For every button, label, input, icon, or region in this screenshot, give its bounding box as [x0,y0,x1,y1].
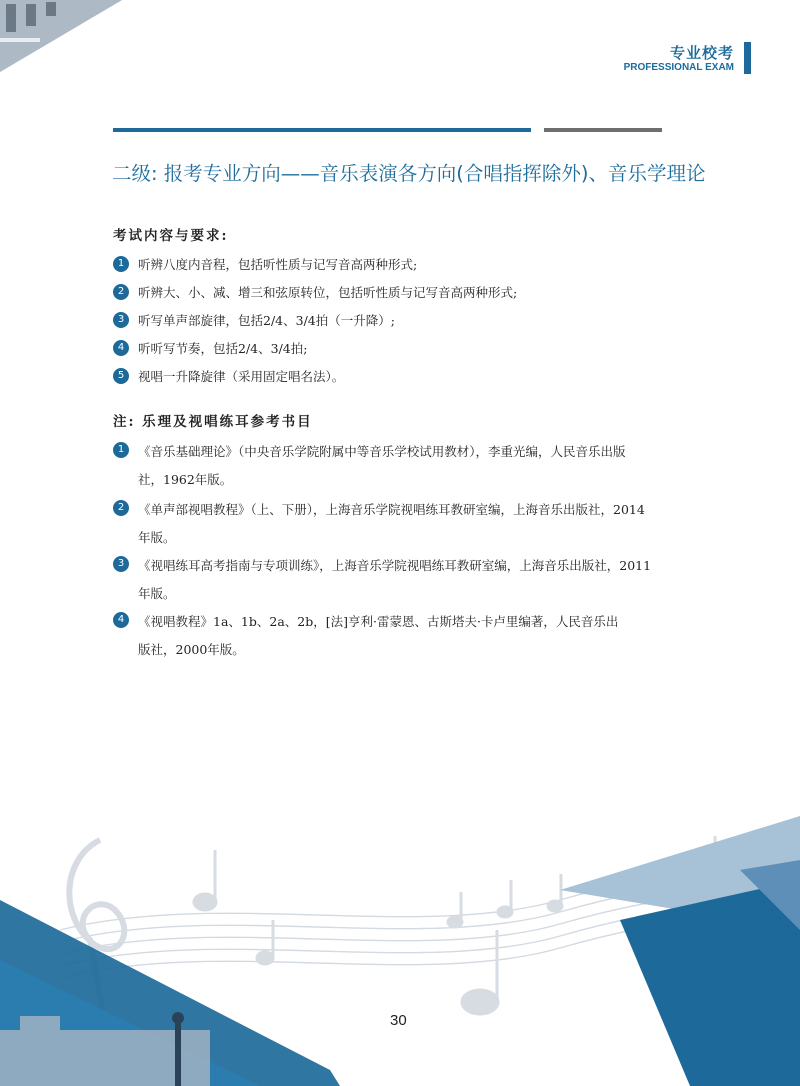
number-badge: 5 [113,368,129,384]
requirement-item [113,364,673,390]
reference-line: 社，1962年版。 [138,472,233,487]
requirement-text: 听写单声部旋律，包括2/4、3/4拍（一升降）; [138,313,395,328]
number-badge: 4 [113,340,129,356]
reference-item [113,496,673,552]
requirements-heading: 考试内容与要求: [113,228,229,244]
page-number: 30 [390,1012,407,1029]
requirement-item [113,280,673,306]
reference-line: 《视唱教程》1a、1b、2a、2b，[法]亨利·雷蒙恩、古斯塔夫·卡卢里编著，人民音乐出 [138,614,619,629]
references-heading: 注: 乐理及视唱练耳参考书目 [113,414,313,430]
requirement-item [113,336,673,362]
requirement-text: 听辨大、小、减、增三和弦原转位，包括听性质与记写音高两种形式; [138,285,518,300]
number-badge: 2 [113,500,129,516]
number-badge: 3 [113,556,129,572]
requirement-text: 视唱一升降旋律（采用固定唱名法）。 [138,369,345,384]
section-title: 二级: 报考专业方向——音乐表演各方向(合唱指挥除外)、音乐学理论 [112,162,706,185]
reference-line: 《单声部视唱教程》（上、下册），上海音乐学院视唱练耳教研室编，上海音乐出版社，2014 [138,502,645,517]
reference-line: 《音乐基础理论》（中央音乐学院附属中等音乐学校试用教材），李重光编，人民音乐出版 [138,444,626,459]
reference-item [113,552,673,608]
reference-item [113,438,673,494]
reference-line: 版社，2000年版。 [138,642,245,657]
header-title-en: PROFESSIONAL EXAM [623,62,734,73]
number-badge: 2 [113,284,129,300]
requirement-item [113,252,673,278]
divider-blue [113,128,531,132]
corner-building-photo [0,0,130,80]
number-badge: 4 [113,612,129,628]
reference-item [113,608,673,664]
number-badge: 1 [113,442,129,458]
number-badge: 3 [113,312,129,328]
reference-line: 年版。 [138,586,176,601]
bottom-music-decoration [0,780,800,1086]
number-badge: 1 [113,256,129,272]
divider-gray [544,128,662,132]
requirement-item [113,308,673,334]
requirement-text: 听辨八度内音程，包括听性质与记写音高两种形式; [138,257,418,272]
reference-line: 《视唱练耳高考指南与专项训练》，上海音乐学院视唱练耳教研室编，上海音乐出版社，2011 [138,558,652,573]
header-title-cn: 专业校考 [669,44,734,62]
requirement-text: 听听写节奏，包括2/4、3/4拍; [138,341,308,356]
header-accent-bar [744,42,751,74]
reference-line: 年版。 [138,530,176,545]
